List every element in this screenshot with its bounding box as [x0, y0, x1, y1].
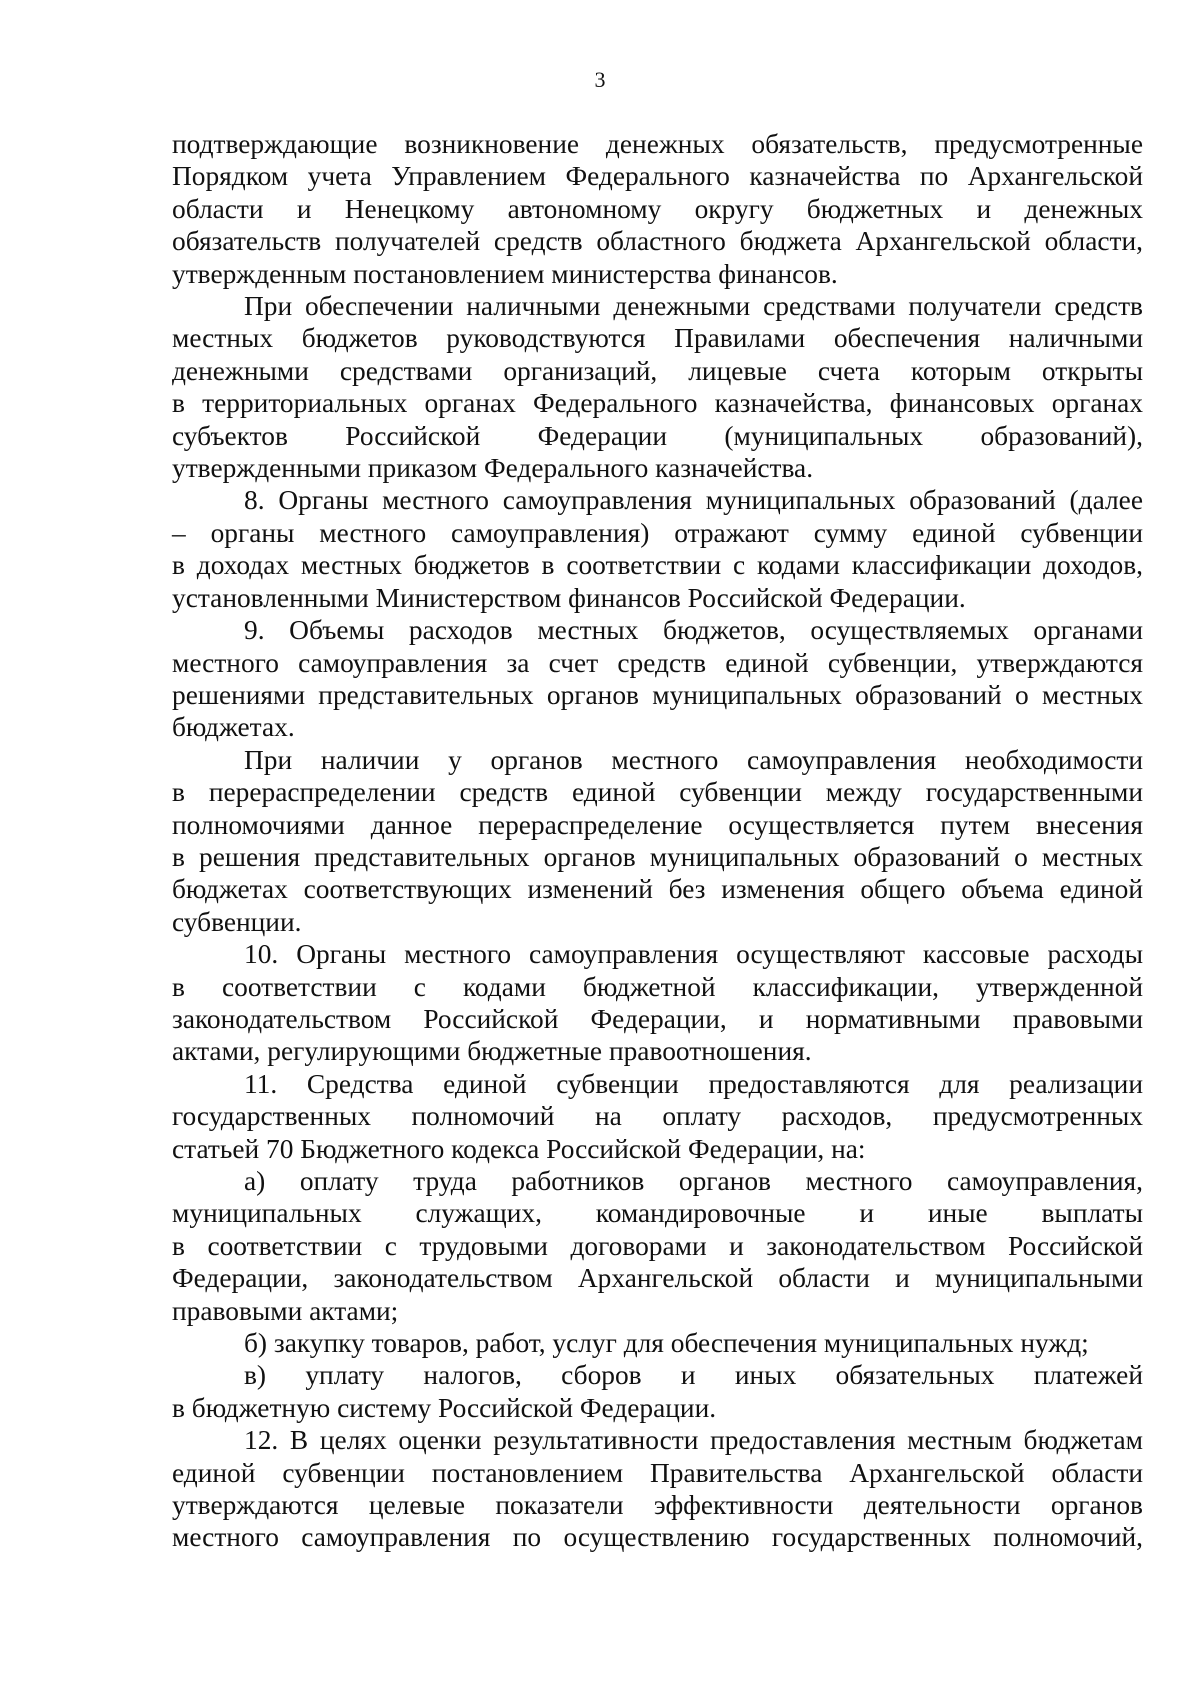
text-line: муниципальных служащих, командировочные и иные выплаты — [172, 1198, 1143, 1229]
text-line: законодательством Российской Федерации, и нормативными правовыми — [172, 1003, 1143, 1034]
text-line: области и Ненецкому автономному округу бюджетных и денежных — [172, 193, 1143, 224]
text-line: субъектов Российской Федерации (муниципальных образований), — [172, 420, 1143, 451]
text-line: в решения представительных органов муниципальных образований о местных — [172, 841, 1143, 872]
text-line: государственных полномочий на оплату расходов, предусмотренных — [172, 1101, 1143, 1132]
text-line: обязательств получателей средств областного бюджета Архангельской области, — [172, 226, 1143, 257]
text-line: При обеспечении наличными денежными средствами получатели средств — [244, 291, 1143, 322]
text-line: решениями представительных органов муниципальных образований о местных — [172, 679, 1143, 710]
text-line: единой субвенции постановлением Правительства Архангельской области — [172, 1457, 1143, 1488]
text-line: утверждаются целевые показатели эффективности деятельности органов — [172, 1490, 1143, 1521]
text-line: 10. Органы местного самоуправления осуществляют кассовые расходы — [244, 939, 1143, 970]
text-line: в перераспределении средств единой субвенции между государственными — [172, 777, 1143, 808]
text-line: в территориальных органах Федерального казначейства, финансовых органах — [172, 388, 1143, 419]
text-line: утвержденными приказом Федерального казначейства. — [172, 453, 814, 484]
text-line: в соответствии с кодами бюджетной классификации, утвержденной — [172, 971, 1143, 1002]
text-line: утвержденным постановлением министерства финансов. — [172, 258, 838, 289]
text-line: правовыми актами; — [172, 1295, 399, 1326]
text-line: денежными средствами организаций, лицевые счета которым открыты — [172, 355, 1143, 386]
text-line: 8. Органы местного самоуправления муниципальных образований (далее — [244, 485, 1143, 516]
text-line: в доходах местных бюджетов в соответствии с кодами классификации доходов, — [172, 550, 1143, 581]
text-line: – органы местного самоуправления) отражают сумму единой субвенции — [172, 517, 1143, 548]
text-line: местного самоуправления за счет средств единой субвенции, утверждаются — [172, 647, 1143, 678]
text-line: местных бюджетов руководствуются Правилами обеспечения наличными — [172, 323, 1143, 354]
text-line: статьей 70 Бюджетного кодекса Российской Федерации, на: — [172, 1133, 866, 1164]
text-line: подтверждающие возникновение денежных обязательств, предусмотренные — [172, 129, 1143, 159]
text-line: в соответствии с трудовыми договорами и законодательством Российской — [172, 1230, 1143, 1261]
text-line: При наличии у органов местного самоуправления необходимости — [244, 744, 1143, 775]
text-line: б) закупку товаров, работ, услуг для обеспечения муниципальных нужд; — [244, 1328, 1089, 1359]
text-line: в) уплату налогов, сборов и иных обязательных платежей — [244, 1360, 1143, 1391]
text-line: 12. В целях оценки результативности предоставления местным бюджетам — [244, 1425, 1143, 1456]
text-line: Порядком учета Управлением Федерального казначейства по Архангельской — [172, 161, 1143, 192]
text-line: а) оплату труда работников органов местного самоуправления, — [244, 1166, 1143, 1196]
text-line: 9. Объемы расходов местных бюджетов, осуществляемых органами — [244, 615, 1143, 646]
text-line: бюджетах соответствующих изменений без изменения общего объема единой — [172, 874, 1143, 905]
text-line: субвенции. — [172, 906, 302, 937]
text-line: полномочиями данное перераспределение осуществляется путем внесения — [172, 809, 1143, 840]
text-line: в бюджетную систему Российской Федерации. — [172, 1392, 717, 1423]
text-line: 11. Средства единой субвенции предоставляются для реализации — [244, 1068, 1143, 1099]
document-body — [172, 128, 1143, 1554]
text-line: Федерации, законодательством Архангельской области и муниципальными — [172, 1263, 1143, 1294]
text-line: бюджетах. — [172, 712, 295, 743]
text-line: местного самоуправления по осуществлению государственных полномочий, — [172, 1522, 1143, 1553]
page-number: 3 — [594, 67, 606, 92]
text-line: актами, регулирующими бюджетные правоотношения. — [172, 1036, 812, 1067]
text-line: установленными Министерством финансов Российской Федерации. — [172, 582, 966, 613]
